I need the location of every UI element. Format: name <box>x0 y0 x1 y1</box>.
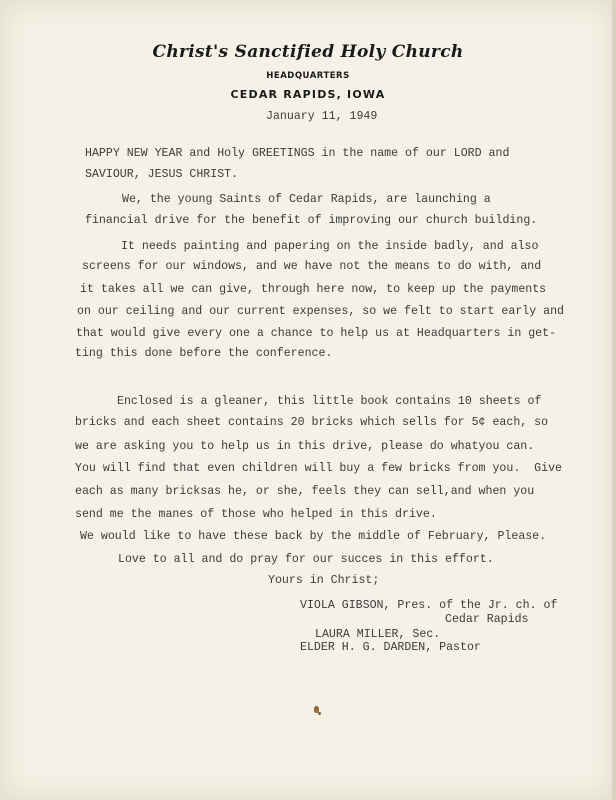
body-line: it takes all we can give, through here now, to keep up the payments <box>80 283 547 296</box>
signature-line: Cedar Rapids <box>445 613 529 626</box>
body-line: screens for our windows, and we have not the means to do with, and <box>82 260 542 273</box>
body-line: each as many bricksas he, or she, feels they can sell,and when you <box>75 485 535 498</box>
body-line: ting this done before the conference. <box>75 347 333 360</box>
signature-line: LAURA MILLER, Sec. <box>315 628 441 641</box>
body-line: we are asking you to help us in this drive, please do whatyou can. <box>75 440 535 453</box>
headquarters-label: HEADQUARTERS <box>266 71 350 81</box>
body-line: SAVIOUR, JESUS CHRIST. <box>85 168 239 181</box>
body-line: Enclosed is a gleaner, this little book contains 10 sheets of <box>117 395 542 408</box>
body-line: send me the manes of those who helped in this drive. <box>75 508 437 521</box>
closing-line: Yours in Christ; <box>268 574 380 587</box>
paper-stain <box>318 712 321 715</box>
letter-date: January 11, 1949 <box>266 110 378 123</box>
body-line: You will find that even children will buy a few bricks from you. Give <box>75 462 563 475</box>
signature-line: VIOLA GIBSON, Pres. of the Jr. ch. of <box>300 599 558 612</box>
body-line: We would like to have these back by the middle of February, Please. <box>80 530 547 543</box>
body-line: We, the young Saints of Cedar Rapids, are launching a <box>122 193 491 206</box>
body-line: HAPPY NEW YEAR and Holy GREETINGS in the name of our LORD and <box>85 147 510 160</box>
body-line: Love to all and do pray for our succes in this effort. <box>118 553 494 566</box>
body-line: that would give every one a chance to help us at Headquarters in get- <box>76 327 557 340</box>
body-line: on our ceiling and our current expenses, so we felt to start early and <box>77 305 565 318</box>
city-label: CEDAR RAPIDS, IOWA <box>230 88 386 101</box>
body-line: It needs painting and papering on the inside badly, and also <box>121 240 539 253</box>
church-name: Christ's Sanctified Holy Church <box>152 42 464 62</box>
page-edge <box>612 0 616 800</box>
signature-line: ELDER H. G. DARDEN, Pastor <box>300 641 481 654</box>
body-line: financial drive for the benefit of improving our church building. <box>85 214 538 227</box>
body-line: bricks and each sheet contains 20 bricks which sells for 5¢ each, so <box>75 416 549 429</box>
